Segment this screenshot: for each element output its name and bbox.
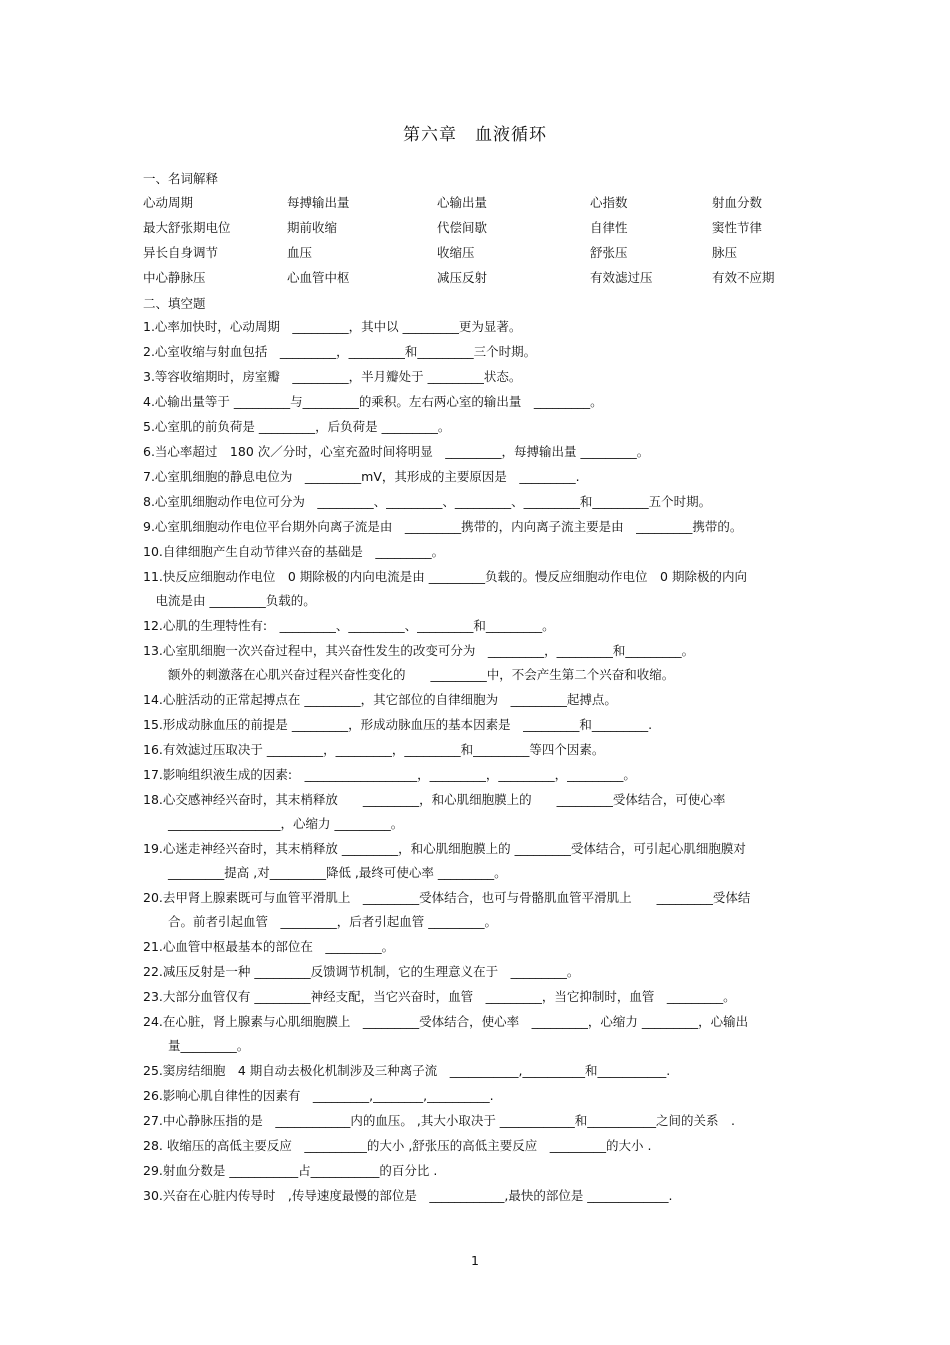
- question-line: 12.心肌的生理特性有: _________、_________、_________和_________。: [143, 618, 555, 633]
- question-line: 29.射血分数是 ___________占___________的百分比 .: [143, 1163, 438, 1178]
- question-item: [143, 1138, 813, 1154]
- question-line: 19.心迷走神经兴奋时，其末梢释放 _________，和心肌细胞膜上的 _________受体结合，可引起心肌细胞膜对: [143, 841, 746, 856]
- term: 每搏输出量: [287, 195, 350, 210]
- term: 有效不应期: [712, 270, 775, 285]
- question-line: 13.心室肌细胞一次兴奋过程中，其兴奋性发生的改变可分为 _________，_________和_________。: [143, 643, 695, 658]
- question-line: 22.减压反射是一种 _________反馈调节机制，它的生理意义在于 _________。: [143, 964, 580, 979]
- question-line: 28. 收缩压的高低主要反应 __________的大小 ,舒张压的高低主要反应 _________的大小 .: [143, 1138, 652, 1153]
- term: 射血分数: [712, 195, 763, 210]
- question-item: [143, 419, 813, 435]
- question-item: [143, 964, 813, 980]
- question-line: 电流是由 _________负载的。: [143, 593, 316, 608]
- term: 中心静脉压: [143, 270, 206, 285]
- term-row: [143, 268, 823, 293]
- question-line: 15.形成动脉血压的前提是 _________，形成动脉血压的基本因素是 _________和_________.: [143, 717, 653, 732]
- question-item: [143, 618, 813, 634]
- question-item: [143, 1163, 813, 1179]
- term: 心输出量: [437, 195, 488, 210]
- question-line: 6.当心率超过 180 次／分时，心室充盈时间将明显 _________，每搏输出量 _________。: [143, 444, 650, 459]
- question-line: 23.大部分血管仅有 _________神经支配，当它兴奋时，血管 _________，当它抑制时，血管 _________。: [143, 989, 736, 1004]
- question-line: 25.窦房结细胞 4 期自动去极化机制涉及三种离子流 ___________,__________和___________.: [143, 1063, 671, 1078]
- question-line: 量_________。: [143, 1038, 250, 1053]
- question-line: 5.心室肌的前负荷是 _________，后负荷是 _________。: [143, 419, 451, 434]
- question-line: 4.心输出量等于 _________与_________的乘积。左右两心室的输出量 _________。: [143, 394, 603, 409]
- question-line: 3.等容收缩期时，房室瓣 _________，半月瓣处于 _________状态。: [143, 369, 522, 384]
- question-line: 26.影响心肌自律性的因素有 _________,________,__________.: [143, 1088, 494, 1103]
- page-number: 1: [471, 1253, 479, 1268]
- term: 代偿间歇: [437, 220, 488, 235]
- question-line: 24.在心脏，肾上腺素与心肌细胞膜上 _________受体结合，使心率 _________，心缩力 _________，心输出: [143, 1014, 749, 1029]
- question-item: [143, 519, 813, 535]
- term: 脉压: [712, 245, 738, 260]
- term-row: [143, 193, 823, 218]
- question-item: [143, 469, 813, 485]
- term: 自律性: [590, 220, 628, 235]
- term: 异长自身调节: [143, 245, 219, 260]
- question-item: [143, 643, 813, 683]
- terms-grid: [143, 193, 823, 293]
- question-line: _________提高 ,对_________降低 ,最终可使心率 _________。: [143, 865, 507, 880]
- question-item: [143, 939, 813, 955]
- question-line: 9.心室肌细胞动作电位平台期外向离子流是由 _________携带的，内向离子流主要是由 _________携带的。: [143, 519, 743, 534]
- question-line: 16.有效滤过压取决于 _________，_________，_________和_________等四个因素。: [143, 742, 605, 757]
- question-line: 27.中心静脉压指的是 ____________内的血压。 ,其大小取决于 ____________和___________之间的关系 .: [143, 1113, 736, 1128]
- question-item: [143, 544, 813, 560]
- term-row: [143, 243, 823, 268]
- term: 心动周期: [143, 195, 194, 210]
- term: 舒张压: [590, 245, 628, 260]
- chapter-title: 第六章 血液循环: [403, 125, 547, 145]
- question-line: 11.快反应细胞动作电位 0 期除极的内向电流是由 _________负载的。慢反应细胞动作电位 0 期除极的内向: [143, 569, 747, 584]
- question-item: [143, 890, 813, 930]
- question-item: [143, 494, 813, 510]
- question-line: __________________，心缩力 _________。: [143, 816, 404, 831]
- question-line: 21.心血管中枢最基本的部位在 _________。: [143, 939, 395, 954]
- question-line: 20.去甲肾上腺素既可与血管平滑肌上 _________受体结合，也可与骨骼肌血管平滑肌上 _________受体结: [143, 890, 751, 905]
- question-line: 10.自律细胞产生自动节律兴奋的基础是 _________。: [143, 544, 445, 559]
- term: 窦性节律: [712, 220, 763, 235]
- term: 有效滤过压: [590, 270, 653, 285]
- term: 心指数: [590, 195, 628, 210]
- question-line: 2.心室收缩与射血包括 _________，_________和_________三个时期。: [143, 344, 537, 359]
- term: 血压: [287, 245, 313, 260]
- question-item: [143, 1088, 813, 1104]
- question-item: [143, 1188, 813, 1204]
- term-row: [143, 218, 823, 243]
- question-item: [143, 369, 813, 385]
- question-line: 7.心室肌细胞的静息电位为 _________mV，其形成的主要原因是 _________.: [143, 469, 580, 484]
- section-heading-fill-in: 二、填空题: [143, 296, 206, 311]
- question-item: [143, 319, 813, 335]
- section-heading-definitions: 一、名词解释: [143, 171, 219, 186]
- question-line: 30.兴奋在心脏内传导时 ,传导速度最慢的部位是 ____________,最快的部位是 _____________.: [143, 1188, 673, 1203]
- question-line: 8.心室肌细胞动作电位可分为 _________、_________、_________、_________和_________五个时期。: [143, 494, 712, 509]
- question-line: 合。前者引起血管 _________，后者引起血管 _________。: [143, 914, 497, 929]
- question-line: 14.心脏活动的正常起搏点在 _________，其它部位的自律细胞为 _________起搏点。: [143, 692, 617, 707]
- term: 心血管中枢: [287, 270, 350, 285]
- term: 最大舒张期电位: [143, 220, 231, 235]
- question-item: [143, 989, 813, 1005]
- question-item: [143, 692, 813, 708]
- question-item: [143, 841, 813, 881]
- question-item: [143, 394, 813, 410]
- question-item: [143, 444, 813, 460]
- question-item: [143, 344, 813, 360]
- question-item: [143, 569, 813, 609]
- term: 期前收缩: [287, 220, 338, 235]
- question-item: [143, 1113, 813, 1129]
- question-item: [143, 792, 813, 832]
- question-item: [143, 717, 813, 733]
- question-list: [143, 319, 813, 1213]
- question-line: 1.心率加快时，心动周期 _________，其中以 _________更为显著。: [143, 319, 522, 334]
- question-item: [143, 742, 813, 758]
- question-line: 18.心交感神经兴奋时，其末梢释放 _________，和心肌细胞膜上的 _________受体结合，可使心率: [143, 792, 726, 807]
- question-line: 额外的刺激落在心肌兴奋过程兴奋性变化的 _________中，不会产生第二个兴奋和收缩。: [143, 667, 675, 682]
- question-item: [143, 1063, 813, 1079]
- question-item: [143, 1014, 813, 1054]
- term: 收缩压: [437, 245, 475, 260]
- question-line: 17.影响组织液生成的因素: __________________，_________，_________，_________。: [143, 767, 636, 782]
- question-item: [143, 767, 813, 783]
- term: 减压反射: [437, 270, 488, 285]
